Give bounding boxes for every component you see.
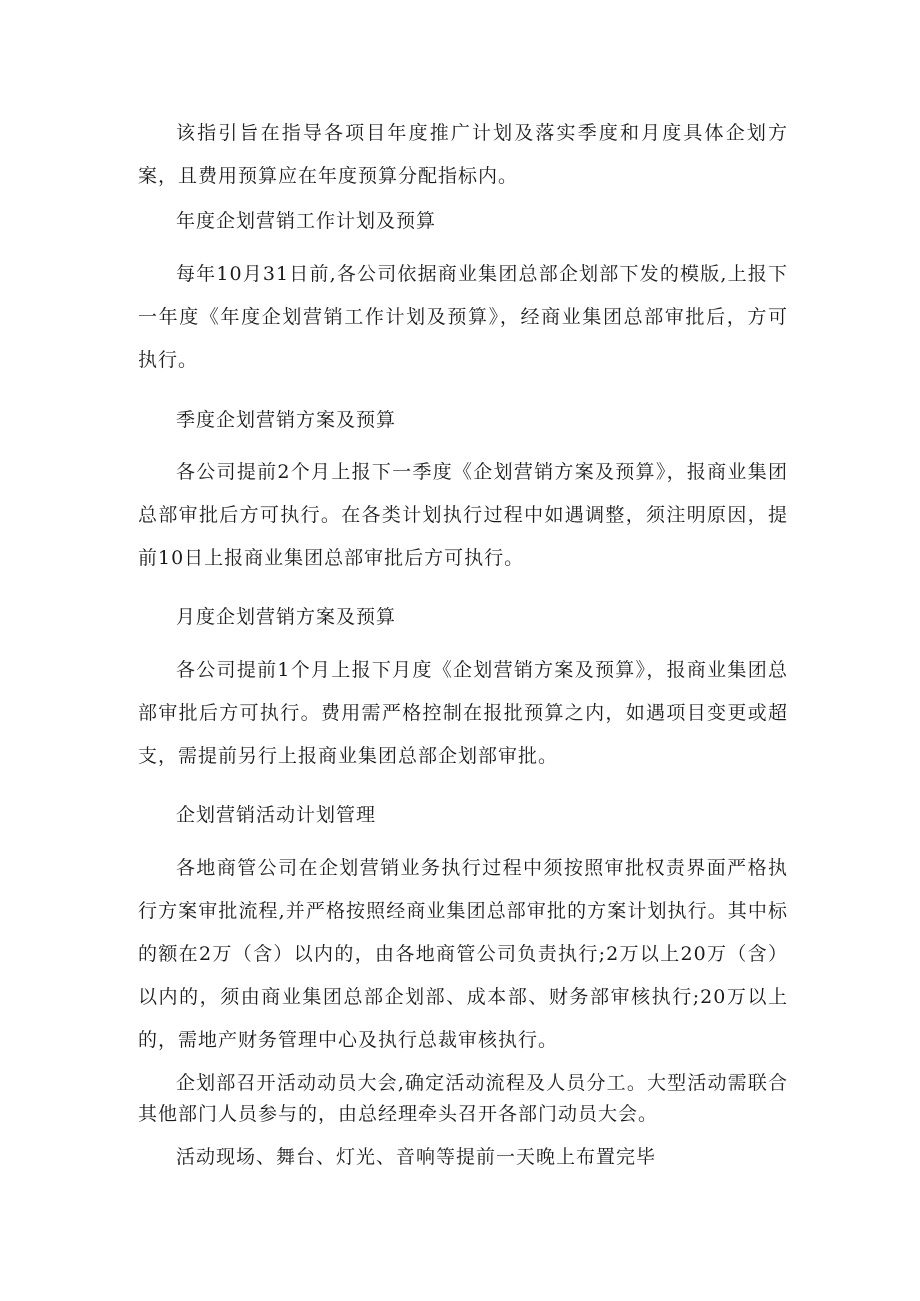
section-heading-annual: 年度企划营销工作计划及预算: [176, 210, 437, 232]
activity-approval-paragraph: 各地商管公司在企划营销业务执行过程中须按照审批权责界面严格执行方案审批流程,并严格按照经商业集团总部审批的方案计划执行。其中标的额在2万（含）以内的，由各地商管公司负责执行;2万以上20万（含）以内的，须由商业集团总部企划部、成本部、财务部审核执行;20万以上的，需地产财务管理中心及执行总裁审核执行。: [138, 857, 788, 1051]
section-heading-monthly: 月度企划营销方案及预算: [176, 606, 397, 628]
monthly-plan-paragraph: 各公司提前1个月上报下月度《企划营销方案及预算》，报商业集团总部审批后方可执行。费用需严格控制在报批预算之内，如遇项目变更或超支，需提前另行上报商业集团总部企划部审批。: [138, 659, 788, 767]
intro-paragraph: 该指引旨在指导各项目年度推广计划及落实季度和月度具体企划方案，且费用预算应在年度预算分配指标内。: [138, 122, 788, 187]
annual-plan-paragraph: 每年10月31日前,各公司依据商业集团总部企划部下发的模版,上报下一年度《年度企划营销工作计划及预算》，经商业集团总部审批后，方可执行。: [138, 263, 788, 371]
setup-paragraph: 活动现场、舞台、灯光、音响等提前一天晚上布置完毕: [176, 1146, 657, 1168]
section-heading-quarterly: 季度企划营销方案及预算: [176, 409, 397, 431]
mobilization-paragraph: 企划部召开活动动员大会,确定活动流程及人员分工。大型活动需联合其他部门人员参与的，由总经理牵头召开各部门动员大会。: [138, 1072, 788, 1125]
quarterly-plan-paragraph: 各公司提前2个月上报下一季度《企划营销方案及预算》，报商业集团总部审批后方可执行。在各类计划执行过程中如遇调整，须注明原因，提前10日上报商业集团总部审批后方可执行。: [138, 461, 788, 569]
section-heading-activity-management: 企划营销活动计划管理: [176, 804, 377, 826]
